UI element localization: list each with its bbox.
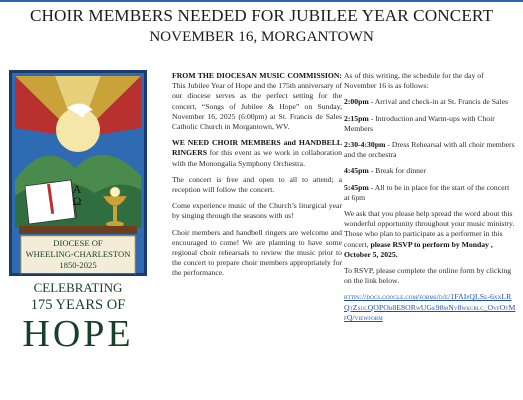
column-right bbox=[344, 71, 516, 329]
rsvp-deadline: please RSVP to perform by Monday , October 5, 2025. bbox=[344, 239, 493, 259]
jubilee-logo bbox=[5, 68, 151, 398]
schedule-item: 2:15pm - Introduction and Warm-ups with Choir Members bbox=[344, 113, 495, 133]
need-members-text: for this event as we work in collaboration with the Monongalia Symphony Orchestra. bbox=[172, 148, 342, 168]
rsvp-instructions: To RSVP, please complete the online form by clicking on the link below. bbox=[344, 266, 512, 286]
welcome-paragraph: Choir members and handbell ringers are welcome and encouraged to come! We are planning to have some regional choir rehearsals to review the music prior to the concert to prepare choir members appropriately for the performance. bbox=[172, 227, 342, 278]
sun-icon bbox=[56, 108, 100, 152]
alpha-letter: Α bbox=[72, 182, 82, 196]
rsvp-link-wrapper bbox=[344, 292, 516, 323]
need-members-lead: WE NEED CHOIR MEMBERS and HANDBELL RINGERS bbox=[172, 138, 342, 158]
commission-paragraph bbox=[172, 71, 342, 132]
need-members-paragraph bbox=[172, 138, 342, 169]
schedule-item: 5:45pm - All to be in place for the start of the concert at 6pm bbox=[344, 182, 510, 202]
free-concert-paragraph: The concert is free and open to all to attend; a reception will follow the concert. bbox=[172, 174, 342, 195]
spread-word-paragraph: We ask that you please help spread the word about this wonderful opportunity throughout your music ministry. Those who plan to participate as a performer in this concert, please RSVP to perform by Monday , October 5, 2025. bbox=[344, 209, 515, 259]
schedule-item: 2:30-4:30pm - Dress Rehearsal with all choir members and the orchestra bbox=[344, 140, 515, 160]
column-left bbox=[172, 71, 342, 285]
schedule-item: 2:00pm - Arrival and check-in at St. Francis de Sales bbox=[344, 97, 508, 107]
page-title: CHOIR MEMBERS NEEDED FOR JUBILEE YEAR CONCERT bbox=[29, 6, 494, 25]
rsvp-form-link[interactable]: https://docs.google.com/forms/d/e/1FAIpQLSe-6xxLRQtZsucQOPOb8E8ORwUGk98mNv8wkcrlc_OvfOtMfQ/viewform bbox=[344, 292, 516, 322]
hope-text: HOPE bbox=[22, 313, 134, 355]
schedule-intro: As of this writing, the schedule for the day of November 16 is as follows: bbox=[344, 71, 484, 91]
diocese-line-2: WHEELING-CHARLESTON bbox=[25, 249, 131, 259]
celebrating-text: CELEBRATING bbox=[33, 280, 123, 295]
pulpit-base bbox=[19, 226, 137, 234]
schedule-item: 4:45pm - Break for dinner bbox=[344, 166, 426, 176]
years-of-text: 175 YEARS OF bbox=[30, 297, 126, 313]
experience-paragraph: Come experience music of the Church’s liturgical year by singing through the seasons with us! bbox=[172, 201, 342, 221]
diocese-line-1: DIOCESE OF bbox=[53, 238, 103, 248]
commission-lead: FROM THE DIOCESAN MUSIC COMMISSION: bbox=[172, 71, 342, 80]
commission-text: This Jubilee Year of Hope and the 175th anniversary of our diocese serves as the perfect setting for the concert, “Songs of Jubilee & Hope” on Sunday, November 16, 2025 (6:00pm) at St. Francis de Sales Catholic Church in Morgantown, WV. bbox=[172, 81, 342, 132]
diocese-years: 1850-2025 bbox=[59, 260, 97, 270]
omega-letter: Ω bbox=[72, 194, 82, 208]
page-subtitle: NOVEMBER 16, MORGANTOWN bbox=[149, 28, 374, 45]
